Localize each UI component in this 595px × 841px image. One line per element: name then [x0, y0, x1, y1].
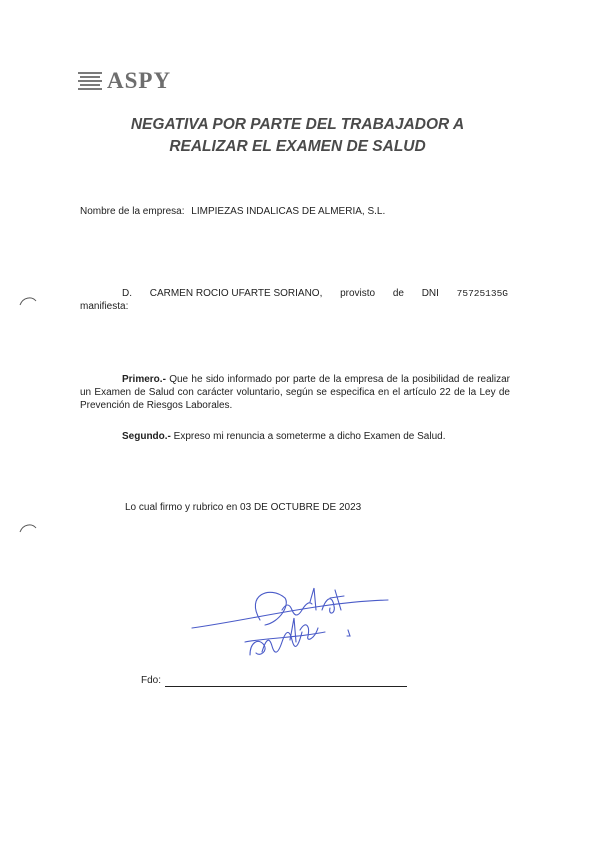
company-label: Nombre de la empresa:: [80, 206, 185, 217]
title-line-2: REALIZAR EL EXAMEN DE SALUD: [169, 138, 426, 155]
signature-field: [141, 674, 407, 687]
person-statement: [80, 287, 508, 313]
clause-second: [80, 430, 510, 443]
binder-hole-mark: [19, 295, 37, 307]
clause-first: [80, 373, 510, 412]
dni-number: 75725135G: [456, 288, 508, 299]
company-field: [80, 205, 385, 218]
signature-line: [165, 676, 407, 687]
company-name: LIMPIEZAS INDALICAS DE ALMERIA, S.L.: [191, 206, 386, 217]
manifiesta-text: manifiesta:: [80, 301, 129, 312]
logo-text: ASPY: [107, 68, 172, 93]
person-prefix: D.: [122, 288, 132, 299]
document-title: [0, 114, 595, 158]
binder-hole-mark: [19, 522, 37, 534]
clause-second-label: Segundo.-: [122, 431, 171, 442]
closing-statement: Lo cual firmo y rubrico en 03 DE OCTUBRE DE 2023: [125, 502, 362, 513]
person-de: de: [392, 288, 404, 299]
fdo-label: Fdo:: [141, 675, 162, 686]
clause-first-label: Primero.-: [122, 374, 166, 385]
logo-stripes-icon: [78, 71, 102, 91]
clause-second-text: Expreso mi renuncia a someterme a dicho Examen de Salud.: [173, 431, 446, 442]
company-logo: [78, 68, 171, 94]
dni-label: DNI: [421, 288, 439, 299]
title-line-1: NEGATIVA POR PARTE DEL TRABAJADOR A: [130, 116, 465, 133]
handwritten-signature: [190, 580, 390, 670]
person-provisto: provisto: [340, 288, 376, 299]
clause-first-text: Que he sido informado por parte de la empresa de la posibilidad de realizar un Examen de Salud con carácter voluntario, según se especifica en el artículo 22 de la Ley de Prevención de Riesgos Laborales.: [80, 374, 510, 411]
person-name: CARMEN ROCIO UFARTE SORIANO,: [149, 288, 323, 299]
